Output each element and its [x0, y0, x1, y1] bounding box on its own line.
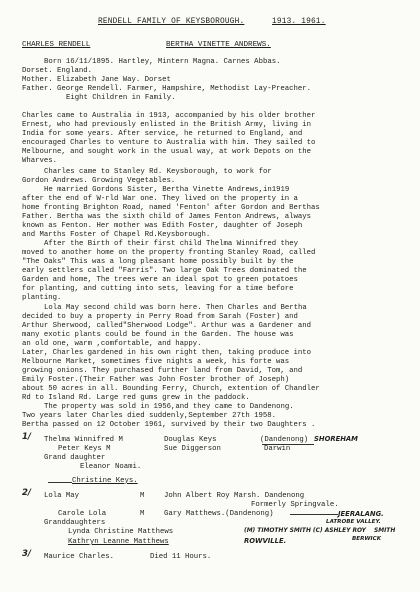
child-name: Thelma Winnifred M	[44, 436, 123, 444]
para3-line: Melbourne Market, sometimes five nights a week, his forte was	[22, 358, 290, 366]
child-marker: 1/	[22, 432, 32, 442]
born-line: Eight Children in Family.	[66, 94, 176, 102]
great-grandchild-name: Christine Keys.	[72, 477, 138, 485]
para3-line: Bertha passed on 12 October 1961, survived by their two Daughters .	[22, 421, 316, 429]
grandchild-place-handwritten: LATROBE VALLEY.	[326, 519, 381, 525]
great-grandchild-name: Eleanor Noami.	[80, 463, 142, 471]
child-place-handwritten: SHOREHAM	[314, 435, 358, 443]
para1-line: encouraged Charles to venture to Australia with him. They sailed to	[22, 139, 316, 147]
granddaughter-label: Granddaughters	[44, 519, 106, 527]
marriage-marker: M	[140, 492, 145, 500]
document-years: 1913. 1961.	[272, 18, 326, 26]
grandchild-place: Darwin	[264, 445, 291, 453]
grandchild-spouse: Sue Diggerson	[164, 445, 221, 453]
child-spouse-note: Formerly Springvale.	[251, 501, 339, 509]
great-grandchild-note-handwritten: BERWICK	[352, 536, 382, 542]
grandchild-place-handwritten: JEERALANG.	[338, 510, 384, 518]
para1-line: India for some years. After service, he returned to England, and	[22, 130, 303, 138]
born-line: Born 16/11/1895. Hartley, Mintern Magna. Carnes Abbas.	[44, 58, 281, 66]
granddaughter-label: Grand daughter	[44, 454, 106, 462]
para3-line: about 50 acres in all. Bounding Ferry, Church, extention of Chandler	[22, 385, 320, 393]
para3-line: Arthur Sherwood, called"Sherwood Lodge". Arthur was a Gardener and	[22, 322, 312, 330]
para2-line: known as Fenton. Her mother was Edith Foster, daughter of Joseph	[22, 222, 303, 230]
para3-line: an old one, warm ,comfortable, and happy.	[22, 340, 202, 348]
para2-line: Charles came to Stanley Rd. Keysborough, to work for	[44, 168, 272, 176]
para2-line: "The Oaks" This was a long pleasant home possibly built by the	[22, 258, 294, 266]
child-death-note: Died 11 Hours.	[150, 553, 212, 561]
para2-line: He married Gordons Sister, Bertha Vinette Andrews,in1919	[44, 186, 290, 194]
para3-line: Rd to Island Rd. Large red gums grew in the paddock.	[22, 394, 250, 402]
para2-line: planting.	[22, 294, 62, 302]
husband-name: CHARLES RENDELL	[22, 41, 91, 49]
grandchild-name: Peter Keys M	[58, 445, 111, 453]
marriage-marker: M	[140, 510, 145, 518]
para2-line: moved to another home on the property fronting Stanley Road, called	[22, 249, 316, 257]
child-marker: 2/	[22, 488, 32, 498]
para1-line: Ernest, who had previously enlisted in the British Army, living in	[22, 121, 312, 129]
para3-line: decided to buy a property in Perry Road from Sarah (Foster) and	[22, 313, 298, 321]
great-grandchild-note-handwritten: SMITH	[374, 528, 396, 534]
divider-line	[48, 482, 72, 483]
child-marker: 3/	[22, 549, 32, 559]
para2-line: Garden and home, The trees were an ideal spot to green potatoes	[22, 276, 298, 284]
para3-line: growing onions. They purchased further land from David, Tom, and	[22, 367, 303, 375]
para2-line: Gordon Andrews. Growing Vegetables.	[22, 177, 176, 185]
child-spouse: Douglas Keys	[164, 436, 217, 444]
para2-line: and Marths Foster of Chapel Rd.Keysborough.	[22, 231, 211, 239]
child-place: (Dandenong)	[260, 436, 309, 444]
para2-line: home fronting Brighton Road, named 'Fenton' after Gordon and Berthas	[22, 204, 320, 212]
great-grandchild-note-handwritten: (M) TIMOTHY SMITH (C) ASHLEY ROY	[244, 528, 366, 534]
para3-line: Emily Foster.(Their Father was John Foster brother of Joseph)	[22, 376, 290, 384]
great-grandchild-note-handwritten: ROWVILLE.	[244, 537, 287, 545]
grandchild-name: Carole Lola	[58, 510, 107, 518]
para3-line: The property was sold in 1956,and they came to Dandenong.	[44, 403, 294, 411]
document-title: RENDELL FAMILY OF KEYSBOROUGH.	[98, 18, 245, 26]
child-name: Lola May	[44, 492, 80, 500]
born-line: Father. George Rendell. Farmer, Hampshire, Methodist Lay-Preacher.	[22, 85, 312, 93]
para3-line: Later, Charles gardened in his own right then, taking produce into	[22, 349, 312, 357]
child-name: Maurice Charles.	[44, 553, 115, 561]
para3-line: many exotic plants could be found in the Garden. The house was	[22, 331, 294, 339]
para1-line: Charles came to Australia in 1913, accompanied by his older brother	[22, 112, 316, 120]
para1-line: Wharves.	[22, 157, 58, 165]
para1-line: Melbourne, and sought work in the usual way, at work Depots on the	[22, 148, 312, 156]
great-grandchild-name: Kathryn Leanne Matthews	[68, 538, 169, 546]
born-line: Dorset. England.	[22, 67, 93, 75]
grandchild-spouse: Gary Matthews.(Dandenong)	[164, 510, 274, 518]
para2-line: After the Birth of their first child Thelma Winnifred they	[44, 240, 298, 248]
para3-line: Lola May second child was born here. Then Charles and Bertha	[44, 304, 307, 312]
para2-line: early settlers called "Farris". Two large Oak Trees dominated the	[22, 267, 307, 275]
born-line: Mother. Elizabeth Jane Way. Dorset	[22, 76, 171, 84]
wife-name: BERTHA VINETTE ANDREWS.	[166, 41, 271, 49]
great-grandchild-name: Lynda Christine Matthews	[68, 528, 174, 536]
strike-line	[290, 514, 338, 515]
child-spouse: John Albert Roy Marsh. Dandenong	[164, 492, 305, 500]
para2-line: after the end of W-rld War one. They lived on the property in a	[22, 195, 298, 203]
para2-line: Father. Bertha was the sixth child of James Fenton Andrews, always	[22, 213, 312, 221]
para3-line: Two years later Charles died suddenly,September 27th 1958.	[22, 412, 276, 420]
para2-line: for planting, and cutting into sets, leaving for a time before	[22, 285, 294, 293]
